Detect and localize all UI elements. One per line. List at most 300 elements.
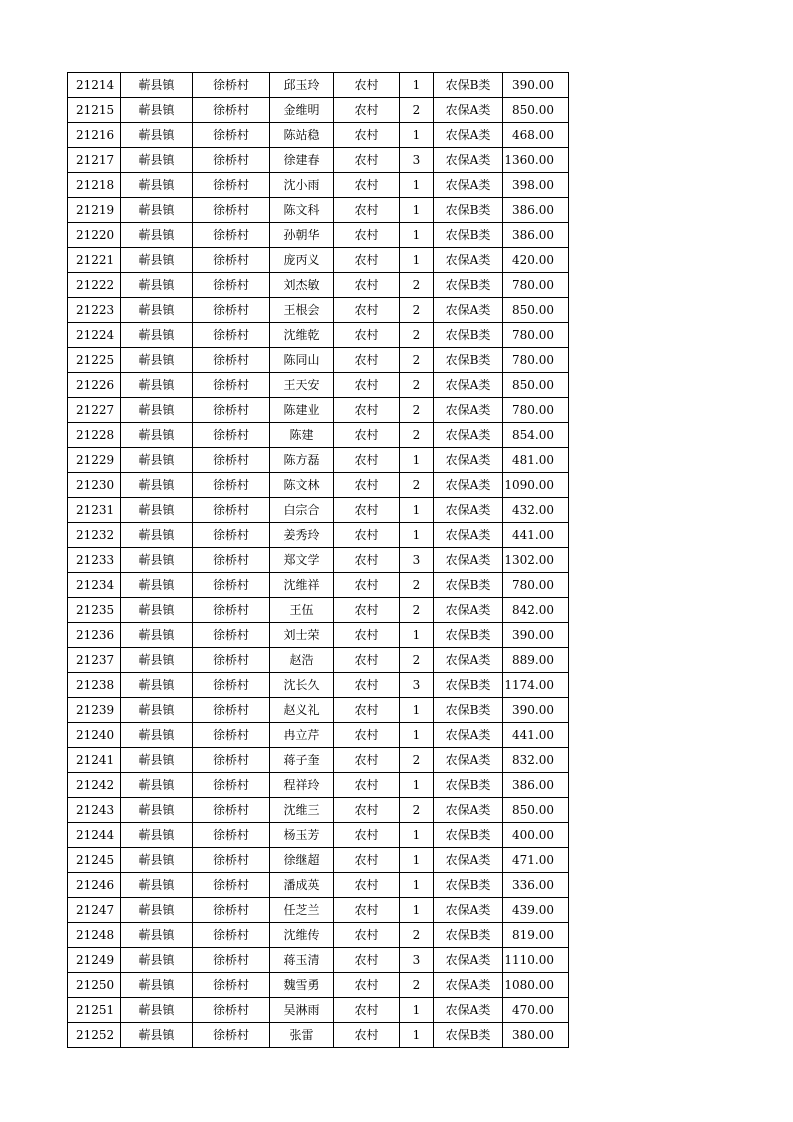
cell-type: 农村 <box>334 123 400 148</box>
cell-type: 农村 <box>334 923 400 948</box>
cell-count: 1 <box>400 1023 434 1048</box>
cell-town: 蕲县镇 <box>121 273 193 298</box>
cell-type: 农村 <box>334 698 400 723</box>
cell-type: 农村 <box>334 848 400 873</box>
cell-town: 蕲县镇 <box>121 898 193 923</box>
cell-index: 21250 <box>68 973 121 998</box>
cell-amount: 854.00 <box>503 423 569 448</box>
cell-count: 2 <box>400 423 434 448</box>
cell-count: 1 <box>400 723 434 748</box>
cell-count: 3 <box>400 948 434 973</box>
cell-category: 农保B类 <box>434 348 503 373</box>
cell-name: 陈文林 <box>270 473 334 498</box>
cell-category: 农保A类 <box>434 898 503 923</box>
cell-count: 2 <box>400 98 434 123</box>
table-row <box>68 698 569 723</box>
cell-amount: 1110.00 <box>503 948 569 973</box>
cell-count: 2 <box>400 373 434 398</box>
cell-category: 农保A类 <box>434 248 503 273</box>
cell-town: 蕲县镇 <box>121 798 193 823</box>
cell-town: 蕲县镇 <box>121 148 193 173</box>
cell-village: 徐桥村 <box>193 998 270 1023</box>
cell-town: 蕲县镇 <box>121 998 193 1023</box>
cell-category: 农保A类 <box>434 798 503 823</box>
cell-village: 徐桥村 <box>193 98 270 123</box>
table-row <box>68 573 569 598</box>
cell-type: 农村 <box>334 948 400 973</box>
cell-amount: 386.00 <box>503 198 569 223</box>
cell-category: 农保B类 <box>434 923 503 948</box>
table-row <box>68 273 569 298</box>
table-row <box>68 723 569 748</box>
cell-index: 21240 <box>68 723 121 748</box>
cell-name: 冉立芹 <box>270 723 334 748</box>
cell-index: 21231 <box>68 498 121 523</box>
cell-type: 农村 <box>334 223 400 248</box>
cell-count: 2 <box>400 923 434 948</box>
cell-count: 1 <box>400 523 434 548</box>
table-row <box>68 148 569 173</box>
cell-type: 农村 <box>334 973 400 998</box>
cell-count: 1 <box>400 848 434 873</box>
cell-count: 1 <box>400 73 434 98</box>
cell-type: 农村 <box>334 273 400 298</box>
cell-name: 邱玉玲 <box>270 73 334 98</box>
cell-type: 农村 <box>334 323 400 348</box>
table-row <box>68 323 569 348</box>
cell-village: 徐桥村 <box>193 973 270 998</box>
cell-count: 1 <box>400 873 434 898</box>
cell-village: 徐桥村 <box>193 1023 270 1048</box>
cell-village: 徐桥村 <box>193 348 270 373</box>
cell-town: 蕲县镇 <box>121 398 193 423</box>
cell-count: 2 <box>400 798 434 823</box>
cell-town: 蕲县镇 <box>121 748 193 773</box>
cell-name: 陈文科 <box>270 198 334 223</box>
cell-count: 1 <box>400 198 434 223</box>
cell-type: 农村 <box>334 198 400 223</box>
cell-village: 徐桥村 <box>193 323 270 348</box>
cell-type: 农村 <box>334 798 400 823</box>
cell-amount: 398.00 <box>503 173 569 198</box>
cell-name: 王根会 <box>270 298 334 323</box>
cell-type: 农村 <box>334 148 400 173</box>
cell-village: 徐桥村 <box>193 298 270 323</box>
cell-category: 农保A类 <box>434 548 503 573</box>
cell-type: 农村 <box>334 898 400 923</box>
cell-amount: 1174.00 <box>503 673 569 698</box>
cell-index: 21214 <box>68 73 121 98</box>
cell-amount: 441.00 <box>503 523 569 548</box>
table-row <box>68 598 569 623</box>
table-row <box>68 798 569 823</box>
cell-name: 沈维传 <box>270 923 334 948</box>
cell-name: 王天安 <box>270 373 334 398</box>
cell-village: 徐桥村 <box>193 223 270 248</box>
cell-town: 蕲县镇 <box>121 98 193 123</box>
cell-index: 21223 <box>68 298 121 323</box>
cell-village: 徐桥村 <box>193 148 270 173</box>
cell-town: 蕲县镇 <box>121 223 193 248</box>
cell-category: 农保B类 <box>434 223 503 248</box>
table-row <box>68 773 569 798</box>
cell-village: 徐桥村 <box>193 548 270 573</box>
table-row <box>68 298 569 323</box>
cell-count: 1 <box>400 123 434 148</box>
cell-amount: 386.00 <box>503 773 569 798</box>
cell-count: 3 <box>400 548 434 573</box>
cell-town: 蕲县镇 <box>121 123 193 148</box>
cell-category: 农保A类 <box>434 973 503 998</box>
cell-town: 蕲县镇 <box>121 523 193 548</box>
cell-amount: 400.00 <box>503 823 569 848</box>
cell-village: 徐桥村 <box>193 273 270 298</box>
cell-town: 蕲县镇 <box>121 548 193 573</box>
cell-category: 农保B类 <box>434 573 503 598</box>
cell-category: 农保B类 <box>434 823 503 848</box>
cell-category: 农保A类 <box>434 448 503 473</box>
cell-amount: 481.00 <box>503 448 569 473</box>
cell-category: 农保A类 <box>434 398 503 423</box>
table-row <box>68 248 569 273</box>
cell-type: 农村 <box>334 573 400 598</box>
cell-count: 1 <box>400 223 434 248</box>
table-row <box>68 973 569 998</box>
cell-name: 沈维乾 <box>270 323 334 348</box>
cell-type: 农村 <box>334 448 400 473</box>
cell-name: 徐建春 <box>270 148 334 173</box>
cell-name: 刘杰敏 <box>270 273 334 298</box>
cell-type: 农村 <box>334 623 400 648</box>
table-row <box>68 498 569 523</box>
cell-name: 沈长久 <box>270 673 334 698</box>
cell-name: 金维明 <box>270 98 334 123</box>
cell-village: 徐桥村 <box>193 448 270 473</box>
cell-village: 徐桥村 <box>193 748 270 773</box>
cell-town: 蕲县镇 <box>121 573 193 598</box>
cell-category: 农保B类 <box>434 323 503 348</box>
cell-name: 陈同山 <box>270 348 334 373</box>
table-row <box>68 223 569 248</box>
cell-category: 农保A类 <box>434 298 503 323</box>
cell-amount: 850.00 <box>503 298 569 323</box>
cell-type: 农村 <box>334 823 400 848</box>
cell-name: 陈建业 <box>270 398 334 423</box>
cell-category: 农保A类 <box>434 748 503 773</box>
cell-type: 农村 <box>334 98 400 123</box>
cell-count: 2 <box>400 973 434 998</box>
cell-village: 徐桥村 <box>193 898 270 923</box>
table-row <box>68 448 569 473</box>
cell-category: 农保A类 <box>434 173 503 198</box>
cell-town: 蕲县镇 <box>121 73 193 98</box>
cell-amount: 468.00 <box>503 123 569 148</box>
cell-town: 蕲县镇 <box>121 373 193 398</box>
cell-village: 徐桥村 <box>193 198 270 223</box>
cell-index: 21225 <box>68 348 121 373</box>
table-row <box>68 623 569 648</box>
cell-type: 农村 <box>334 873 400 898</box>
table-row <box>68 373 569 398</box>
cell-amount: 889.00 <box>503 648 569 673</box>
cell-count: 1 <box>400 698 434 723</box>
cell-type: 农村 <box>334 673 400 698</box>
cell-amount: 1080.00 <box>503 973 569 998</box>
cell-index: 21251 <box>68 998 121 1023</box>
cell-index: 21219 <box>68 198 121 223</box>
cell-town: 蕲县镇 <box>121 598 193 623</box>
cell-index: 21242 <box>68 773 121 798</box>
cell-name: 沈维祥 <box>270 573 334 598</box>
cell-count: 1 <box>400 173 434 198</box>
cell-town: 蕲县镇 <box>121 848 193 873</box>
cell-count: 1 <box>400 773 434 798</box>
cell-type: 农村 <box>334 498 400 523</box>
table-row <box>68 398 569 423</box>
cell-name: 郑文学 <box>270 548 334 573</box>
table-row <box>68 923 569 948</box>
cell-count: 1 <box>400 623 434 648</box>
cell-village: 徐桥村 <box>193 123 270 148</box>
cell-index: 21235 <box>68 598 121 623</box>
cell-town: 蕲县镇 <box>121 348 193 373</box>
cell-town: 蕲县镇 <box>121 773 193 798</box>
cell-village: 徐桥村 <box>193 873 270 898</box>
cell-type: 农村 <box>334 173 400 198</box>
cell-name: 潘成英 <box>270 873 334 898</box>
cell-amount: 420.00 <box>503 248 569 273</box>
cell-type: 农村 <box>334 73 400 98</box>
cell-amount: 390.00 <box>503 623 569 648</box>
cell-amount: 850.00 <box>503 798 569 823</box>
cell-name: 任芝兰 <box>270 898 334 923</box>
table-row <box>68 748 569 773</box>
cell-category: 农保A类 <box>434 98 503 123</box>
cell-amount: 386.00 <box>503 223 569 248</box>
cell-count: 1 <box>400 823 434 848</box>
cell-index: 21249 <box>68 948 121 973</box>
cell-name: 姜秀玲 <box>270 523 334 548</box>
cell-count: 2 <box>400 473 434 498</box>
cell-name: 蒋子奎 <box>270 748 334 773</box>
cell-village: 徐桥村 <box>193 648 270 673</box>
cell-category: 农保A类 <box>434 598 503 623</box>
cell-town: 蕲县镇 <box>121 1023 193 1048</box>
cell-village: 徐桥村 <box>193 423 270 448</box>
table-row <box>68 423 569 448</box>
cell-index: 21236 <box>68 623 121 648</box>
cell-index: 21232 <box>68 523 121 548</box>
table-row <box>68 548 569 573</box>
cell-category: 农保A类 <box>434 473 503 498</box>
table-row <box>68 123 569 148</box>
cell-village: 徐桥村 <box>193 473 270 498</box>
table-row <box>68 348 569 373</box>
cell-category: 农保B类 <box>434 623 503 648</box>
table-row <box>68 523 569 548</box>
cell-name: 白宗合 <box>270 498 334 523</box>
cell-count: 1 <box>400 998 434 1023</box>
cell-town: 蕲县镇 <box>121 973 193 998</box>
cell-index: 21233 <box>68 548 121 573</box>
cell-town: 蕲县镇 <box>121 498 193 523</box>
cell-count: 3 <box>400 148 434 173</box>
cell-count: 2 <box>400 273 434 298</box>
cell-category: 农保B类 <box>434 873 503 898</box>
cell-category: 农保B类 <box>434 773 503 798</box>
cell-category: 农保A类 <box>434 998 503 1023</box>
cell-count: 1 <box>400 498 434 523</box>
cell-type: 农村 <box>334 523 400 548</box>
cell-index: 21215 <box>68 98 121 123</box>
cell-town: 蕲县镇 <box>121 473 193 498</box>
cell-town: 蕲县镇 <box>121 723 193 748</box>
table-row <box>68 823 569 848</box>
cell-village: 徐桥村 <box>193 173 270 198</box>
table-row <box>68 998 569 1023</box>
table-body <box>68 73 569 1048</box>
cell-name: 王伍 <box>270 598 334 623</box>
cell-name: 徐继超 <box>270 848 334 873</box>
table-row <box>68 948 569 973</box>
cell-name: 沈维三 <box>270 798 334 823</box>
table-row <box>68 873 569 898</box>
cell-count: 2 <box>400 648 434 673</box>
cell-amount: 380.00 <box>503 1023 569 1048</box>
cell-amount: 780.00 <box>503 273 569 298</box>
cell-town: 蕲县镇 <box>121 248 193 273</box>
cell-type: 农村 <box>334 723 400 748</box>
cell-village: 徐桥村 <box>193 248 270 273</box>
cell-name: 刘士荣 <box>270 623 334 648</box>
cell-count: 2 <box>400 298 434 323</box>
cell-town: 蕲县镇 <box>121 323 193 348</box>
cell-type: 农村 <box>334 748 400 773</box>
cell-amount: 780.00 <box>503 573 569 598</box>
cell-name: 程祥玲 <box>270 773 334 798</box>
cell-name: 陈建 <box>270 423 334 448</box>
cell-amount: 1360.00 <box>503 148 569 173</box>
table-row <box>68 98 569 123</box>
table-row <box>68 898 569 923</box>
cell-town: 蕲县镇 <box>121 448 193 473</box>
cell-type: 农村 <box>334 598 400 623</box>
cell-village: 徐桥村 <box>193 723 270 748</box>
cell-index: 21228 <box>68 423 121 448</box>
cell-amount: 441.00 <box>503 723 569 748</box>
cell-category: 农保A类 <box>434 373 503 398</box>
cell-name: 杨玉芳 <box>270 823 334 848</box>
cell-town: 蕲县镇 <box>121 923 193 948</box>
cell-town: 蕲县镇 <box>121 648 193 673</box>
cell-village: 徐桥村 <box>193 823 270 848</box>
cell-amount: 470.00 <box>503 998 569 1023</box>
cell-name: 陈方磊 <box>270 448 334 473</box>
cell-type: 农村 <box>334 423 400 448</box>
cell-count: 2 <box>400 323 434 348</box>
cell-village: 徐桥村 <box>193 623 270 648</box>
cell-type: 农村 <box>334 373 400 398</box>
table-row <box>68 73 569 98</box>
cell-name: 张雷 <box>270 1023 334 1048</box>
cell-type: 农村 <box>334 398 400 423</box>
cell-town: 蕲县镇 <box>121 298 193 323</box>
cell-category: 农保B类 <box>434 1023 503 1048</box>
cell-town: 蕲县镇 <box>121 698 193 723</box>
table-row <box>68 473 569 498</box>
cell-name: 沈小雨 <box>270 173 334 198</box>
cell-index: 21247 <box>68 898 121 923</box>
cell-amount: 819.00 <box>503 923 569 948</box>
cell-amount: 390.00 <box>503 698 569 723</box>
table-row <box>68 173 569 198</box>
cell-town: 蕲县镇 <box>121 623 193 648</box>
cell-amount: 390.00 <box>503 73 569 98</box>
cell-village: 徐桥村 <box>193 923 270 948</box>
cell-index: 21237 <box>68 648 121 673</box>
cell-amount: 842.00 <box>503 598 569 623</box>
cell-village: 徐桥村 <box>193 398 270 423</box>
cell-amount: 432.00 <box>503 498 569 523</box>
cell-type: 农村 <box>334 998 400 1023</box>
cell-index: 21217 <box>68 148 121 173</box>
cell-amount: 850.00 <box>503 373 569 398</box>
cell-count: 1 <box>400 448 434 473</box>
cell-name: 吴淋雨 <box>270 998 334 1023</box>
cell-index: 21241 <box>68 748 121 773</box>
cell-count: 2 <box>400 598 434 623</box>
cell-village: 徐桥村 <box>193 673 270 698</box>
cell-type: 农村 <box>334 1023 400 1048</box>
cell-village: 徐桥村 <box>193 573 270 598</box>
cell-category: 农保A类 <box>434 648 503 673</box>
cell-index: 21220 <box>68 223 121 248</box>
cell-name: 魏雪勇 <box>270 973 334 998</box>
cell-index: 21229 <box>68 448 121 473</box>
cell-index: 21238 <box>68 673 121 698</box>
cell-index: 21226 <box>68 373 121 398</box>
cell-village: 徐桥村 <box>193 948 270 973</box>
cell-index: 21244 <box>68 823 121 848</box>
cell-town: 蕲县镇 <box>121 823 193 848</box>
cell-index: 21243 <box>68 798 121 823</box>
cell-name: 赵浩 <box>270 648 334 673</box>
cell-amount: 471.00 <box>503 848 569 873</box>
cell-index: 21218 <box>68 173 121 198</box>
cell-type: 农村 <box>334 648 400 673</box>
cell-category: 农保B类 <box>434 673 503 698</box>
cell-count: 2 <box>400 348 434 373</box>
cell-count: 2 <box>400 573 434 598</box>
cell-index: 21224 <box>68 323 121 348</box>
cell-index: 21216 <box>68 123 121 148</box>
cell-index: 21222 <box>68 273 121 298</box>
cell-type: 农村 <box>334 773 400 798</box>
cell-count: 2 <box>400 398 434 423</box>
cell-amount: 850.00 <box>503 98 569 123</box>
cell-index: 21239 <box>68 698 121 723</box>
cell-amount: 780.00 <box>503 348 569 373</box>
cell-town: 蕲县镇 <box>121 173 193 198</box>
cell-index: 21230 <box>68 473 121 498</box>
cell-category: 农保A类 <box>434 123 503 148</box>
cell-village: 徐桥村 <box>193 73 270 98</box>
cell-name: 庞丙义 <box>270 248 334 273</box>
cell-type: 农村 <box>334 473 400 498</box>
cell-category: 农保B类 <box>434 273 503 298</box>
cell-town: 蕲县镇 <box>121 673 193 698</box>
cell-amount: 439.00 <box>503 898 569 923</box>
